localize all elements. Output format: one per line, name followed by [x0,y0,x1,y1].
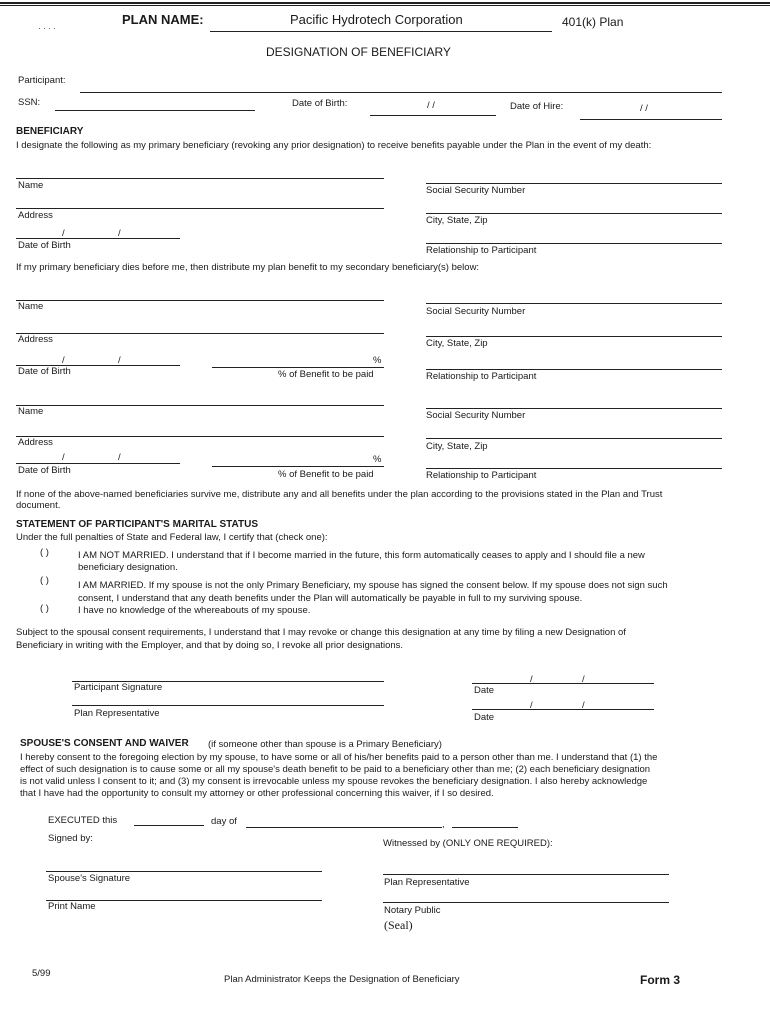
married-text-1: I AM MARRIED. If my spouse is not the only Primary Beneficiary, my spouse has signed the consent below. If my spouse does not sign such [78,580,668,591]
rep-date-slash-1: / [530,700,533,711]
signed-by-label: Signed by: [48,833,93,844]
secondary1-dob-slash-2: / [118,355,121,366]
primary-name-line[interactable] [16,178,384,179]
participant-line[interactable] [80,92,722,93]
print-name-label: Print Name [48,901,96,912]
secondary2-address-line[interactable] [16,436,384,437]
sig-date-slash-1: / [530,674,533,685]
primary-address-label: Address [18,210,53,221]
plan-rep-date-line[interactable] [472,709,654,710]
secondary1-ssn-line[interactable] [426,303,722,304]
participant-label: Participant: [18,75,66,86]
primary-dob-slash-2: / [118,228,121,239]
secondary1-address-line[interactable] [16,333,384,334]
secondary1-city-line[interactable] [426,336,722,337]
secondary2-ssn-line[interactable] [426,408,722,409]
spouse-signature-label: Spouse's Signature [48,873,131,884]
secondary1-relationship-label: Relationship to Participant [426,371,537,382]
revoke-text-2: Beneficiary in writing with the Employer, and that by doing so, I revoke all prior designations. [16,640,404,651]
secondary1-percent-sign: % [373,355,382,366]
ssn-line[interactable] [55,110,255,111]
secondary2-percent-line[interactable] [212,466,384,467]
secondary1-city-label: City, State, Zip [426,338,488,349]
dob-label: Date of Birth: [292,98,348,109]
top-border-thin [0,5,770,6]
plan-type: 401(k) Plan [562,15,624,29]
secondary1-percent-label: % of Benefit to be paid [278,369,374,380]
secondary2-ssn-label: Social Security Number [426,410,526,421]
page-title: DESIGNATION OF BENEFICIARY [266,45,451,59]
sig-date-slash-2: / [582,674,585,685]
secondary2-relationship-line[interactable] [426,468,722,469]
beneficiary-intro: I designate the following as my primary beneficiary (revoking any prior designation) to receive benefits payable under the Plan in the event of my death: [16,140,652,151]
plan-rep-date-label: Date [474,712,495,723]
witnessed-by-label: Witnessed by (ONLY ONE REQUIRED): [383,838,553,849]
doh-label: Date of Hire: [510,101,564,112]
secondary-intro: If my primary beneficiary dies before me, then distribute my plan benefit to my secondary beneficiary(s) below: [16,262,480,273]
secondary2-dob-slash-2: / [118,452,121,463]
executed-this-label: EXECUTED this [48,815,118,826]
primary-city-line[interactable] [426,213,722,214]
doh-slashes: / / [640,103,648,114]
participant-date-line[interactable] [472,683,654,684]
primary-ssn-line[interactable] [426,183,722,184]
secondary1-dob-label: Date of Birth [18,366,71,377]
secondary2-percent-sign: % [373,454,382,465]
secondary2-percent-label: % of Benefit to be paid [278,469,374,480]
secondary1-relationship-line[interactable] [426,369,722,370]
consent-heading: SPOUSE'S CONSENT AND WAIVER [20,738,189,749]
participant-signature-label: Participant Signature [74,682,163,693]
witness-plan-rep-label: Plan Representative [384,877,470,888]
executed-month-line[interactable] [246,827,442,828]
none-survive-text-2: document. [16,500,61,511]
consent-text-4: that I have had the opportunity to consult my attorney or other professional concerning this waiver, if I so desired. [20,788,494,799]
form-number: Form 3 [640,973,681,987]
secondary2-dob-slash-1: / [62,452,65,463]
married-checkbox[interactable]: ( ) [40,575,49,586]
secondary2-dob-label: Date of Birth [18,465,71,476]
ssn-label: SSN: [18,97,41,108]
secondary1-name-label: Name [18,301,44,312]
married-text-2: consent, I understand that any death benefits under the Plan will automatically be payable in full to my surviving spouse. [78,593,583,604]
no-knowledge-checkbox[interactable]: ( ) [40,603,49,614]
secondary1-dob-slash-1: / [62,355,65,366]
none-survive-text-1: If none of the above-named beneficiaries survive me, distribute any and all benefits under the plan according to the provisions stated in the Plan and Trust [16,489,663,500]
primary-dob-slash-1: / [62,228,65,239]
primary-dob-label: Date of Birth [18,240,71,251]
witness-plan-rep-line[interactable] [383,874,669,875]
secondary1-address-label: Address [18,334,53,345]
seal-label: (Seal) [384,918,413,932]
secondary1-ssn-label: Social Security Number [426,306,526,317]
rep-date-slash-2: / [582,700,585,711]
footer-note: Plan Administrator Keeps the Designation of Beneficiary [224,974,460,985]
primary-city-label: City, State, Zip [426,215,488,226]
notary-line[interactable] [383,902,669,903]
not-married-text-2: beneficiary designation. [78,562,178,573]
consent-heading-note: (if someone other than spouse is a Primary Beneficiary) [208,739,442,750]
plan-name-line[interactable] [210,31,552,32]
executed-day-line[interactable] [134,825,204,826]
marital-heading: STATEMENT OF PARTICIPANT'S MARITAL STATUS [16,519,258,530]
plan-rep-signature-label: Plan Representative [74,708,160,719]
consent-text-1: I hereby consent to the foregoing election by my spouse, to have some or all of his/her benefits paid to a person other than me. I understand that (1) the [20,752,658,763]
revoke-text-1: Subject to the spousal consent requirements, I understand that I may revoke or change this designation at any time by filing a new Designation of [16,627,626,638]
secondary2-relationship-label: Relationship to Participant [426,470,537,481]
secondary2-name-label: Name [18,406,44,417]
executed-comma: , [442,819,445,830]
notary-label: Notary Public [384,905,441,916]
beneficiary-heading: BENEFICIARY [16,126,84,137]
secondary2-city-line[interactable] [426,438,722,439]
primary-ssn-label: Social Security Number [426,185,526,196]
plan-rep-signature-line[interactable] [72,705,384,706]
revision-date: 5/99 [32,968,51,979]
top-border-thick [0,2,770,4]
primary-relationship-label: Relationship to Participant [426,245,537,256]
not-married-checkbox[interactable]: ( ) [40,547,49,558]
primary-relationship-line[interactable] [426,243,722,244]
company-name: Pacific Hydrotech Corporation [290,12,463,27]
primary-dob-line[interactable] [16,238,180,239]
marital-intro: Under the full penalties of State and Federal law, I certify that (check one): [16,532,328,543]
no-knowledge-text: I have no knowledge of the whereabouts of my spouse. [78,605,311,616]
primary-name-label: Name [18,180,44,191]
consent-text-2: effect of such designation is to cause some or all my spouse's death benefit to be paid to a beneficiary other than me; (2) each beneficiary designation [20,764,651,775]
plan-name-label: PLAN NAME: [122,12,204,27]
consent-text-3: is not valid unless I consent to it; and (3) my consent is irrevocable unless my spouse revokes the beneficiary designation. I also hereby acknowledge [20,776,648,787]
spouse-signature-line[interactable] [46,871,322,872]
day-of-label: day of [211,816,237,827]
not-married-text-1: I AM NOT MARRIED. I understand that if I become married in the future, this form automatically ceases to apply and I should file a new [78,550,645,561]
secondary1-percent-line[interactable] [212,367,384,368]
dob-slashes: / / [427,100,435,111]
primary-address-line[interactable] [16,208,384,209]
corner-mark: · · · · [36,24,56,33]
executed-year-line[interactable] [452,827,518,828]
secondary2-name-line[interactable] [16,405,384,406]
participant-date-label: Date [474,685,495,696]
doh-line[interactable] [580,119,722,120]
dob-line[interactable] [370,115,496,116]
secondary2-address-label: Address [18,437,53,448]
secondary1-name-line[interactable] [16,300,384,301]
secondary2-dob-line[interactable] [16,463,180,464]
secondary2-city-label: City, State, Zip [426,441,488,452]
